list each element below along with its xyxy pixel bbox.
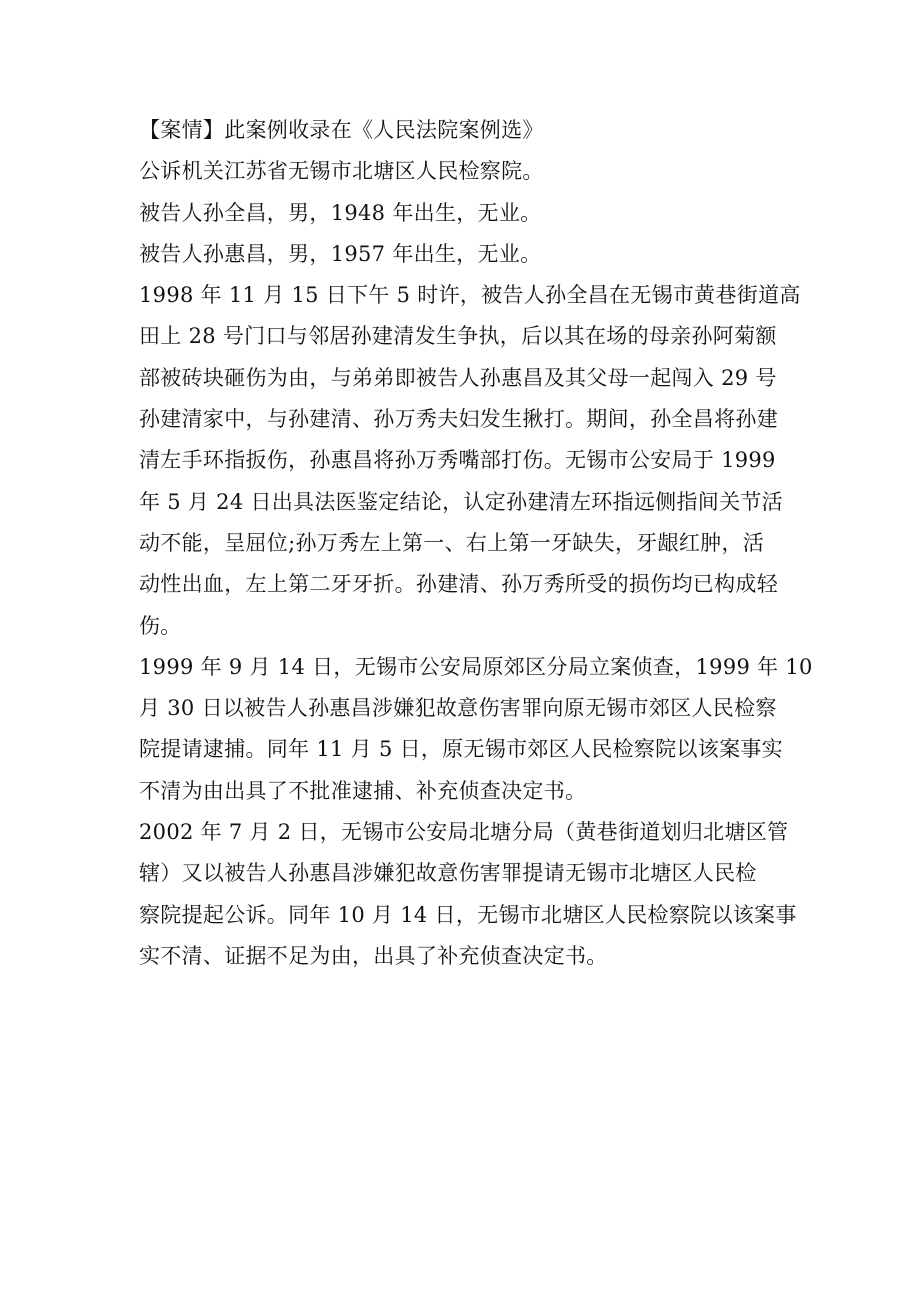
text-line: 田上 28 号门口与邻居孙建清发生争执，后以其在场的母亲孙阿菊额 xyxy=(139,324,777,349)
text-line: 1999 年 9 月 14 日，无锡市公安局原郊区分局立案侦查，1999 年 10 xyxy=(139,654,813,679)
text-line: 动性出血，左上第二牙牙折。孙建清、孙万秀所受的损伤均已构成轻 xyxy=(139,572,778,597)
text-line: 月 30 日以被告人孙惠昌涉嫌犯故意伤害罪向原无锡市郊区人民检察 xyxy=(139,696,777,721)
text-line-title: 【案情】此案例收录在《人民法院案例选》 xyxy=(139,118,544,142)
text-line: 孙建清家中，与孙建清、孙万秀夫妇发生揪打。期间，孙全昌将孙建 xyxy=(139,407,778,432)
text-line: 清左手环指扳伤，孙惠昌将孙万秀嘴部打伤。无锡市公安局于 1999 xyxy=(139,448,776,473)
text-line: 2002 年 7 月 2 日，无锡市公安局北塘分局（黄巷街道划归北塘区管 xyxy=(139,820,789,845)
text-line: 伤。 xyxy=(139,613,182,638)
text-line: 院提请逮捕。同年 11 月 5 日，原无锡市郊区人民检察院以该案事实 xyxy=(139,737,783,762)
text-line: 实不清、证据不足为由，出具了补充侦查决定书。 xyxy=(139,943,608,968)
text-line-defendant-1: 被告人孙全昌，男，1948 年出生，无业。 xyxy=(139,200,542,225)
text-line: 动不能，呈屈位;孙万秀左上第一、右上第一牙缺失，牙龈红肿，活 xyxy=(139,530,765,555)
text-line: 年 5 月 24 日出具法医鉴定结论，认定孙建清左环指远侧指间关节活 xyxy=(139,489,783,514)
text-line: 不清为由出具了不批准逮捕、补充侦查决定书。 xyxy=(139,778,587,803)
text-line: 1998 年 11 月 15 日下午 5 时许，被告人孙全昌在无锡市黄巷街道高 xyxy=(139,283,801,308)
text-line-prosecutor: 公诉机关江苏省无锡市北塘区人民检察院。 xyxy=(139,159,544,184)
text-line: 察院提起公诉。同年 10 月 14 日，无锡市北塘区人民检察院以该案事 xyxy=(139,902,797,927)
text-line-defendant-2: 被告人孙惠昌，男，1957 年出生，无业。 xyxy=(139,241,542,266)
document-body xyxy=(139,110,813,977)
text-line: 辖）又以被告人孙惠昌涉嫌犯故意伤害罪提请无锡市北塘区人民检 xyxy=(139,861,757,886)
text-line: 部被砖块砸伤为由，与弟弟即被告人孙惠昌及其父母一起闯入 29 号 xyxy=(139,365,777,390)
